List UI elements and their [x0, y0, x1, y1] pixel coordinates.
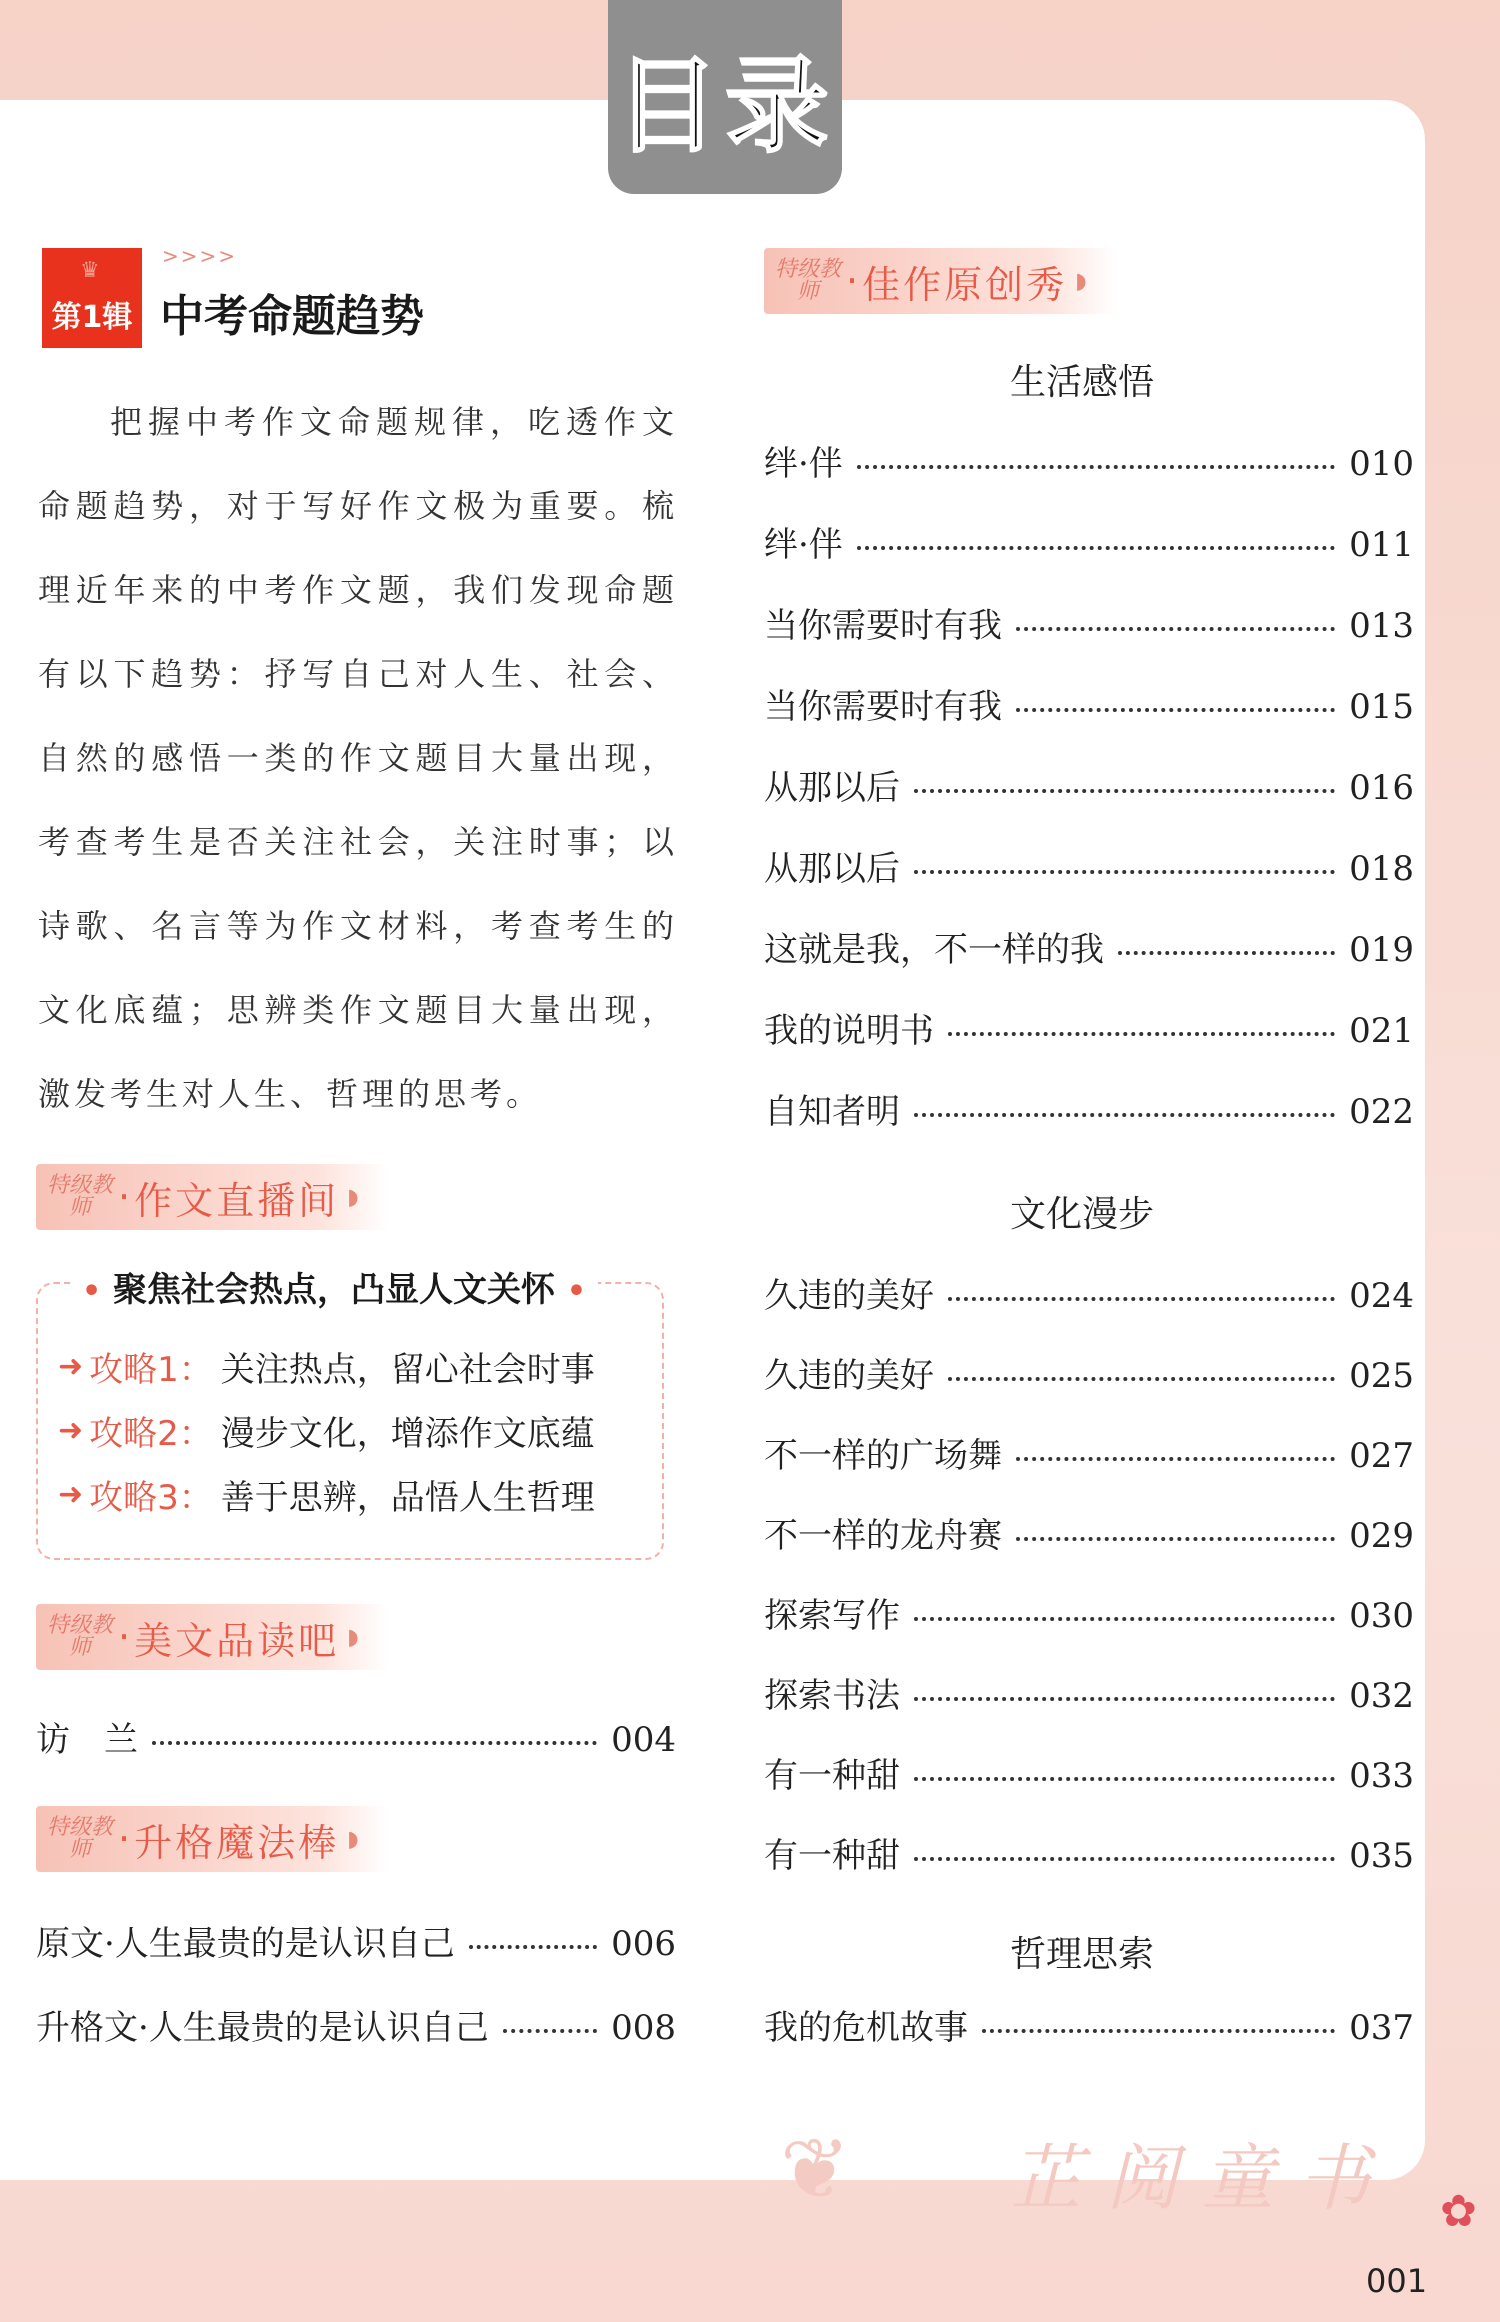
toc-entry-title: 从那以后 — [764, 768, 900, 808]
toc-leader-dots — [914, 789, 1335, 793]
arrows-decoration: >>>> — [162, 244, 238, 268]
toc-entry[interactable] — [764, 922, 1414, 971]
toc-entry[interactable] — [764, 1348, 1414, 1397]
toc-entry[interactable] — [764, 1668, 1414, 1717]
category-heading: 哲理思索 — [1010, 1934, 1155, 1975]
strategy-key: 攻略3： — [89, 1478, 213, 1518]
toc-entry-title: 有一种甜 — [764, 1836, 900, 1876]
strategy-item — [58, 1470, 595, 1519]
tag-pindu: 特级教师 · 美文品读吧 ◗ — [36, 1604, 389, 1670]
bow-decoration-icon: ❦ — [780, 2120, 851, 2218]
toc-entry-page: 008 — [611, 2008, 676, 2048]
toc-entry[interactable] — [764, 598, 1414, 647]
tag-jiazuo-label: 佳作原创秀 — [862, 262, 1068, 307]
tag-shengge-label: 升格魔法棒 — [134, 1820, 340, 1865]
toc-entry-title: 当你需要时有我 — [764, 687, 1002, 727]
tag-zhibo: 特级教师 · 作文直播间 ◗ — [36, 1164, 389, 1230]
page-title: 目录 — [614, 45, 835, 167]
toc-entry-page: 004 — [611, 1720, 676, 1760]
section-badge — [42, 248, 142, 348]
toc-entry[interactable] — [36, 2000, 676, 2049]
toc-entry[interactable] — [764, 1268, 1414, 1317]
toc-entry-title: 久违的美好 — [764, 1356, 934, 1396]
toc-leader-dots — [857, 546, 1335, 550]
toc-entry-page: 033 — [1349, 1756, 1414, 1796]
toc-entry-title: 不一样的广场舞 — [764, 1436, 1002, 1476]
toc-entry-title: 我的说明书 — [764, 1011, 934, 1051]
toc-leader-dots — [152, 1741, 597, 1745]
toc-entry-title: 自知者明 — [764, 1092, 900, 1132]
toc-entry-page: 021 — [1349, 1011, 1414, 1051]
teacher-seal-icon: 特级教师 — [774, 257, 841, 304]
toc-entry[interactable] — [764, 517, 1414, 566]
toc-leader-dots — [1016, 708, 1335, 712]
strategy-text: 关注热点，留心社会时事 — [220, 1350, 595, 1390]
teacher-seal-icon: 特级教师 — [46, 1613, 113, 1660]
toc-entry-title: 原文·人生最贵的是认识自己 — [36, 1924, 455, 1964]
toc-leader-dots — [948, 1297, 1335, 1301]
toc-entry-page: 027 — [1349, 1436, 1414, 1476]
section-intro: 把握中考作文命题规律，吃透作文命题趋势，对于写好作文极为重要。梳理近年来的中考作文题，我们发现命题有以下趋势：抒写自己对人生、社会、自然的感悟一类的作文题目大量出现，考查考生是否关注社会，关注时事；以诗歌、名言等为作文材料，考查考生的文化底蕴；思辨类作文题目大量出现，激发考生对人生、哲理的思考。 — [38, 403, 678, 1113]
section-title: 中考命题趋势 — [160, 291, 424, 342]
toc-leader-dots — [857, 465, 1335, 469]
teacher-seal-icon: 特级教师 — [46, 1815, 113, 1862]
tag-pindu-label: 美文品读吧 — [134, 1618, 340, 1663]
toc-entry[interactable] — [764, 436, 1414, 485]
toc-entry-page: 019 — [1349, 930, 1414, 970]
title-tab — [608, 0, 842, 194]
tag-tail-icon: ◗ — [347, 1624, 359, 1650]
toc-entry-title: 探索写作 — [764, 1596, 900, 1636]
toc-entry[interactable] — [764, 1003, 1414, 1052]
flower-icon: ✿ — [1440, 2186, 1477, 2237]
toc-entry[interactable] — [764, 1748, 1414, 1797]
toc-entry-page: 032 — [1349, 1676, 1414, 1716]
toc-entry-title: 久违的美好 — [764, 1276, 934, 1316]
category-heading: 文化漫步 — [1010, 1194, 1155, 1235]
toc-entry-title: 不一样的龙舟赛 — [764, 1516, 1002, 1556]
toc-leader-dots — [914, 870, 1335, 874]
toc-entry-page: 016 — [1349, 768, 1414, 808]
toc-leader-dots — [914, 1697, 1335, 1701]
toc-entry-title: 访 兰 — [36, 1720, 138, 1760]
toc-entry-page: 035 — [1349, 1836, 1414, 1876]
toc-leader-dots — [948, 1032, 1335, 1036]
toc-entry-page: 010 — [1349, 444, 1414, 484]
toc-leader-dots — [1016, 1457, 1335, 1461]
toc-leader-dots — [982, 2029, 1335, 2033]
watermark: 芷阅童书 — [1010, 2136, 1395, 2220]
section-badge-label: 第1辑 — [51, 300, 133, 335]
toc-entry-page: 030 — [1349, 1596, 1414, 1636]
toc-entry-title: 升格文·人生最贵的是认识自己 — [36, 2008, 489, 2048]
toc-entry-title: 绊·伴 — [764, 444, 843, 484]
toc-entry-title: 我的危机故事 — [764, 2008, 968, 2048]
toc-entry-page: 013 — [1349, 606, 1414, 646]
toc-leader-dots — [914, 1777, 1335, 1781]
strategy-item — [58, 1342, 595, 1391]
teacher-seal-icon: 特级教师 — [46, 1173, 113, 1220]
strategy-item — [58, 1406, 595, 1455]
toc-leader-dots — [469, 1945, 597, 1949]
focus-title: • 聚焦社会热点，凸显人文关怀 • — [70, 1262, 598, 1311]
tag-shengge: 特级教师 · 升格魔法棒 ◗ — [36, 1806, 389, 1872]
tag-tail-icon: ◗ — [347, 1826, 359, 1852]
toc-entry[interactable] — [764, 2000, 1414, 2049]
toc-entry[interactable] — [764, 841, 1414, 890]
arrow-right-icon: ➜ — [58, 1349, 84, 1384]
category-heading: 生活感悟 — [1010, 362, 1155, 403]
toc-entry-title: 绊·伴 — [764, 525, 843, 565]
strategy-text: 善于思辨，品悟人生哲理 — [220, 1478, 595, 1518]
toc-entry-page: 024 — [1349, 1276, 1414, 1316]
toc-entry-page: 025 — [1349, 1356, 1414, 1396]
toc-leader-dots — [914, 1617, 1335, 1621]
toc-leader-dots — [1016, 1537, 1335, 1541]
strategy-key: 攻略1： — [89, 1350, 213, 1390]
toc-entry[interactable] — [764, 760, 1414, 809]
toc-entry-page: 011 — [1349, 525, 1414, 565]
toc-leader-dots — [503, 2029, 597, 2033]
toc-entry-title: 从那以后 — [764, 849, 900, 889]
strategy-text: 漫步文化，增添作文底蕴 — [220, 1414, 595, 1454]
toc-entry[interactable] — [764, 1508, 1414, 1557]
toc-entry[interactable] — [36, 1712, 676, 1761]
tag-zhibo-label: 作文直播间 — [134, 1178, 340, 1223]
toc-entry[interactable] — [764, 1428, 1414, 1477]
arrow-right-icon: ➜ — [58, 1413, 84, 1448]
toc-leader-dots — [948, 1377, 1335, 1381]
arrow-right-icon: ➜ — [58, 1477, 84, 1512]
crown-icon: ♛ — [80, 258, 100, 283]
toc-leader-dots — [1118, 951, 1335, 955]
page-number: 001 — [1366, 2262, 1428, 2300]
toc-entry-page: 029 — [1349, 1516, 1414, 1556]
strategy-key: 攻略2： — [89, 1414, 213, 1454]
focus-title-text: 聚焦社会热点，凸显人文关怀 — [113, 1270, 556, 1310]
toc-entry[interactable] — [764, 1588, 1414, 1637]
toc-entry[interactable] — [764, 1828, 1414, 1877]
toc-entry-title: 探索书法 — [764, 1676, 900, 1716]
toc-entry-title: 当你需要时有我 — [764, 606, 1002, 646]
toc-leader-dots — [1016, 627, 1335, 631]
tag-tail-icon: ◗ — [1075, 268, 1087, 294]
toc-leader-dots — [914, 1113, 1335, 1117]
tag-jiazuo: 特级教师 · 佳作原创秀 ◗ — [764, 248, 1117, 314]
toc-leader-dots — [914, 1857, 1335, 1861]
toc-entry-page: 018 — [1349, 849, 1414, 889]
toc-entry-title: 有一种甜 — [764, 1756, 900, 1796]
toc-entry-page: 006 — [611, 1924, 676, 1964]
toc-entry-page: 037 — [1349, 2008, 1414, 2048]
toc-entry-page: 022 — [1349, 1092, 1414, 1132]
toc-entry[interactable] — [764, 679, 1414, 728]
toc-entry-page: 015 — [1349, 687, 1414, 727]
tag-tail-icon: ◗ — [347, 1184, 359, 1210]
toc-entry[interactable] — [36, 1916, 676, 1965]
toc-entry-title: 这就是我，不一样的我 — [764, 930, 1104, 970]
toc-entry[interactable] — [764, 1084, 1414, 1133]
